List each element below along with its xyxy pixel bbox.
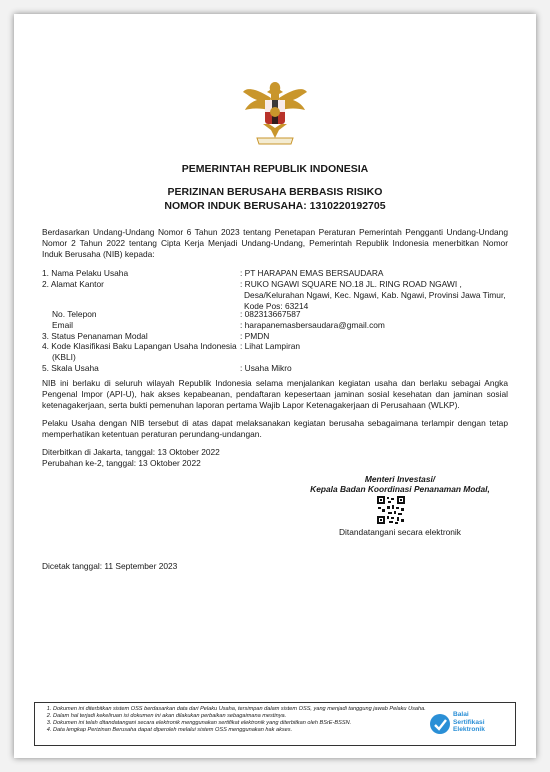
electronic-signature-note: Ditandatangani secara elektronik xyxy=(339,527,461,537)
signer-title-2: Kepala Badan Koordinasi Penanaman Modal, xyxy=(310,484,490,494)
field-value-address-line2: Desa/Kelurahan Ngawi, Kec. Ngawi, Kab. Ngawi, Provinsi Jawa Timur, xyxy=(244,290,506,300)
field-value-address-line3: Kode Pos: 63214 xyxy=(244,301,309,311)
field-value-kbli: : Lihat Lampiran xyxy=(240,341,301,351)
footer-notes-list xyxy=(35,703,438,734)
footer-notes-box xyxy=(34,702,516,746)
field-value-address: : RUKO NGAWI SQUARE NO.18 JL. RING ROAD NGAWI , xyxy=(240,279,462,289)
nib-validity-paragraph: NIB ini berlaku di seluruh wilayah Republik Indonesia selama menjalankan kegiatan usaha dan berlaku sebagai Angka Pengenal Impor (API-U), hak akses kepabeanan, pendaftaran kepesertaan jaminan sosial kesehatan dan jaminan sosial ketenagakerjaan, serta bukti pemenuhan laporan pertama Wajib Lapor Ketenagakerjaan di Perusahaan (WLKP). xyxy=(42,378,508,411)
footer-note: 1. Dokumen ini diterbitkan sistem OSS berdasarkan data dari Pelaku Usaha, tersimpan dalam sistem OSS, yang menjadi tanggung jawab Pelaku Usaha. xyxy=(53,706,438,713)
field-value-business-scale: : Usaha Mikro xyxy=(240,363,292,373)
intro-paragraph: Berdasarkan Undang-Undang Nomor 6 Tahun 2023 tentang Penetapan Peraturan Pemerintah Pengganti Undang-Undang Nomor 2 Tahun 2022 tentang Cipta Kerja Menjadi Undang-Undang, Pemerintah Republik Indonesia menerbitkan Nomor Induk Berusaha (NIB) kepada: xyxy=(42,227,508,260)
field-label-name: 1. Nama Pelaku Usaha xyxy=(42,268,129,278)
bsre-logo xyxy=(429,709,509,739)
qr-code xyxy=(376,495,406,525)
footer-note: 4. Data lengkap Perizinan Berusaha dapat diperoleh melalui sistem OSS menggunakan hak akses. xyxy=(53,727,438,734)
garuda-emblem xyxy=(241,78,309,150)
business-permission-paragraph: Pelaku Usaha dengan NIB tersebut di atas dapat melaksanakan kegiatan berusaha sebagaimana terlampir dengan tetap memperhatikan ketentuan peraturan perundang-undangan. xyxy=(42,418,508,440)
field-label-business-scale: 5. Skala Usaha xyxy=(42,363,99,373)
field-label-investment-status: 3. Status Penanaman Modal xyxy=(42,331,148,341)
field-value-email: : harapanemasbersaudara@gmail.com xyxy=(240,320,385,330)
document-subtitle xyxy=(0,185,550,213)
print-date: Dicetak tanggal: 11 September 2023 xyxy=(42,561,178,571)
footer-note: 3. Dokumen ini telah ditandatangani secara elektronik menggunakan sertifikat elektronik yang diterbitkan oleh BSrE-BSSN. xyxy=(53,720,438,727)
page-title: PEMERINTAH REPUBLIK INDONESIA xyxy=(181,163,369,175)
field-label-email: Email xyxy=(52,320,73,330)
field-label-kbli: 4. Kode Klasifikasi Baku Lapangan Usaha Indonesia xyxy=(42,341,237,351)
field-value-name: : PT HARAPAN EMAS BERSAUDARA xyxy=(240,268,384,278)
field-value-phone: : 082313667587 xyxy=(240,309,301,319)
field-label-phone: No. Telepon xyxy=(52,309,97,319)
nib-number: NOMOR INDUK BERUSAHA: 1310220192705 xyxy=(164,200,386,212)
signer-title-1: Menteri Investasi/ xyxy=(364,474,436,484)
field-label-address: 2. Alamat Kantor xyxy=(42,279,104,289)
field-label-kbli-abbr: (KBLI) xyxy=(52,352,76,362)
issued-date: Diterbitkan di Jakarta, tanggal: 13 Oktober 2022 xyxy=(42,447,220,457)
footer-note: 2. Dalam hal terjadi kekeliruan isi dokumen ini akan dilakukan perbaikan sebagaimana mestinya. xyxy=(53,713,438,720)
field-value-investment-status: : PMDN xyxy=(240,331,270,341)
bsre-logo-text: Balai Sertifikasi Elektronik xyxy=(453,711,485,734)
license-type: PERIZINAN BERUSAHA BERBASIS RISIKO xyxy=(167,186,383,198)
bsre-seal-icon xyxy=(429,710,451,738)
revision-date: Perubahan ke-2, tanggal: 13 Oktober 2022 xyxy=(42,458,201,468)
